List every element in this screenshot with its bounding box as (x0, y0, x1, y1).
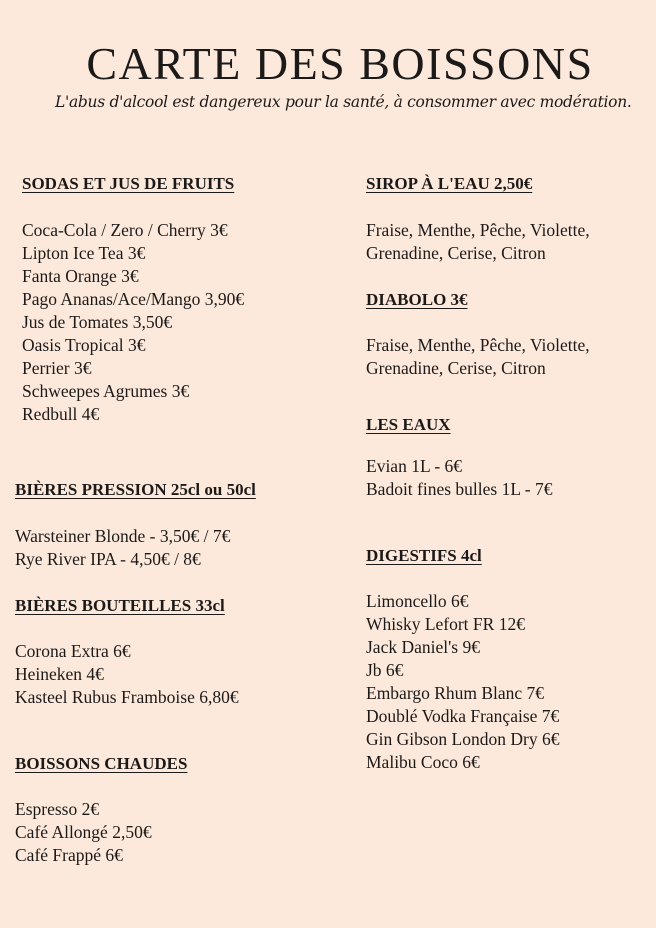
menu-item: Grenadine, Cerise, Citron (366, 243, 546, 263)
section-title-sodas: SODAS ET JUS DE FRUITS (22, 174, 235, 193)
menu-item: Embargo Rhum Blanc 7€ (366, 683, 545, 703)
menu-item: Corona Extra 6€ (15, 641, 131, 661)
menu-item: Kasteel Rubus Framboise 6,80€ (15, 687, 239, 707)
menu-item: Pago Ananas/Ace/Mango 3,90€ (22, 289, 245, 309)
section-title-digestifs: DIGESTIFS 4cl (366, 546, 482, 565)
alcohol-warning: L'abus d'alcool est dangereux pour la santé, à consommer avec modération. (55, 93, 632, 111)
section-title-boissons-chaudes: BOISSONS CHAUDES (15, 754, 188, 773)
menu-item: Café Frappé 6€ (15, 845, 123, 865)
menu-item: Warsteiner Blonde - 3,50€ / 7€ (15, 526, 231, 546)
section-title-bieres-bouteilles: BIÈRES BOUTEILLES 33cl (15, 596, 225, 615)
menu-item: Badoit fines bulles 1L - 7€ (366, 479, 553, 499)
section-title-bieres-pression: BIÈRES PRESSION 25cl ou 50cl (15, 480, 256, 499)
menu-item: Jack Daniel's 9€ (366, 637, 480, 657)
menu-item: Heineken 4€ (15, 664, 104, 684)
menu-item: Limoncello 6€ (366, 591, 469, 611)
menu-item: Jb 6€ (366, 660, 404, 680)
menu-item: Evian 1L - 6€ (366, 456, 463, 476)
section-title-eaux: LES EAUX (366, 415, 451, 434)
menu-item: Fanta Orange 3€ (22, 266, 139, 286)
menu-item: Rye River IPA - 4,50€ / 8€ (15, 549, 201, 569)
menu-item: Redbull 4€ (22, 404, 100, 424)
menu-item: Fraise, Menthe, Pêche, Violette, (366, 220, 590, 240)
menu-item: Malibu Coco 6€ (366, 752, 480, 772)
menu-item: Oasis Tropical 3€ (22, 335, 146, 355)
menu-item: Doublé Vodka Française 7€ (366, 706, 560, 726)
section-title-sirop: SIROP À L'EAU 2,50€ (366, 174, 533, 193)
menu-item: Jus de Tomates 3,50€ (22, 312, 173, 332)
section-title-diabolo: DIABOLO 3€ (366, 290, 468, 309)
menu-item: Fraise, Menthe, Pêche, Violette, (366, 335, 590, 355)
menu-item: Gin Gibson London Dry 6€ (366, 729, 560, 749)
menu-item: Grenadine, Cerise, Citron (366, 358, 546, 378)
menu-item: Espresso 2€ (15, 799, 100, 819)
menu-item: Whisky Lefort FR 12€ (366, 614, 525, 634)
menu-item: Perrier 3€ (22, 358, 92, 378)
menu-item: Schweepes Agrumes 3€ (22, 381, 190, 401)
menu-item: Lipton Ice Tea 3€ (22, 243, 146, 263)
menu-item: Coca-Cola / Zero / Cherry 3€ (22, 220, 228, 240)
menu-title: CARTE DES BOISSONS (86, 38, 594, 89)
menu-item: Café Allongé 2,50€ (15, 822, 152, 842)
